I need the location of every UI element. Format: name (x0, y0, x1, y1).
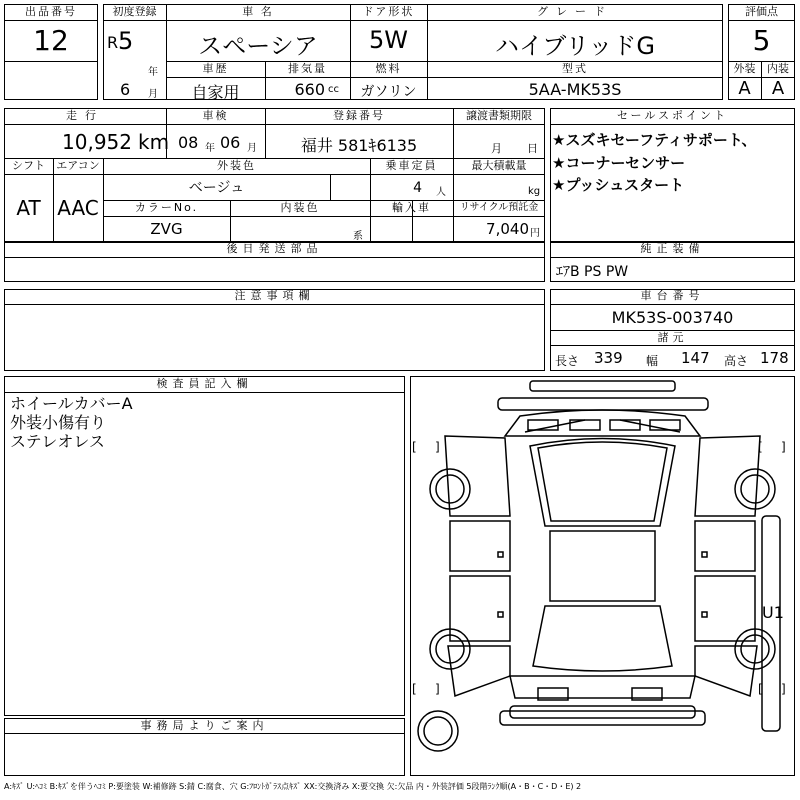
capacity-value: 4 (413, 180, 422, 196)
recycle-header: リサイクル預託金 (459, 202, 539, 213)
office-notice-header: 事務局よりご案内 (140, 719, 269, 732)
mileage-header: 走行 (66, 109, 104, 122)
genuine-equipment-value: ｴｱB PS PW (556, 264, 629, 280)
fuel-value: ガソリン (360, 84, 417, 100)
mileage-unit: km (138, 130, 170, 154)
sales-point-1: ★スズキセーフティサポート、 (552, 131, 757, 149)
era-value: R (107, 33, 119, 52)
displacement-unit: cc (328, 84, 339, 95)
diagram-bracket-left-top: [ (412, 440, 417, 454)
exterior-color-header: 外装色 (217, 159, 256, 172)
exterior-color-value: ベージュ (188, 180, 245, 196)
displacement-header: 排気量 (288, 62, 327, 75)
legend-text: A:ｷｽﾞ U:ﾍｺﾐ B:ｷｽﾞを伴うﾍｺﾐ P:要塗装 W:補修跡 S:錆 C:腐食、穴 G:ﾌﾛﾝﾄｶﾞﾗｽ点ｷｽﾞ XX:交換済み X:要交換 欠:欠品 内・外装評価 5段階ﾗﾝｸ順(A・B・C・D・E) 2 (4, 782, 582, 791)
diagram-bracket-right-bottom-r: ] (781, 682, 786, 696)
plate-value: 福井 581ｷ6135 (300, 136, 418, 155)
interior-color-header: 内装色 (280, 201, 320, 214)
capacity-header: 乗車定員 (385, 159, 438, 172)
inspector-note-1: ホイールカバーA (10, 394, 133, 413)
inspector-note-3: ステレオレス (10, 432, 105, 451)
diagram-bracket-left-bottom-r: [ (758, 682, 763, 696)
diagram-bracket-left-bottom: [ (412, 682, 417, 696)
model-header: 型式 (562, 62, 588, 75)
score-header: 評価点 (745, 5, 778, 18)
ac-value: AAC (57, 196, 99, 220)
inspection-month-unit: 月 (247, 143, 257, 154)
inspection-year: 08 (178, 133, 199, 152)
month-value: 6 (120, 80, 131, 99)
inspection-year-unit: 年 (205, 143, 215, 154)
capacity-unit: 人 (436, 187, 446, 198)
width-label: 幅 (646, 354, 659, 368)
lot-number-header: 出品番号 (25, 5, 77, 18)
car-outline-diagram (410, 376, 795, 776)
chassis-value: MK53S-003740 (611, 308, 734, 327)
shift-header: シフト (12, 159, 45, 172)
exterior-score-value: A (738, 78, 751, 99)
inspector-notes-header: 検査員記入欄 (156, 377, 253, 390)
lot-number-value: 12 (33, 24, 69, 57)
month-unit: 月 (148, 89, 158, 100)
fuel-header: 燃料 (375, 62, 402, 75)
transfer-deadline-header: 譲渡書類期限 (466, 109, 532, 122)
specs-header: 諸元 (657, 331, 688, 344)
transfer-month-unit: 月 (491, 142, 502, 155)
first-registration-header: 初度登録 (112, 5, 157, 18)
grade-value: ハイブリッドG (495, 32, 655, 60)
door-value: 5W (369, 26, 408, 54)
later-parts-header: 後日発送部品 (226, 242, 323, 255)
color-number-value: ZVG (150, 220, 183, 238)
color-number-header: カラーNo. (134, 201, 199, 214)
interior-score-header: 内装 (767, 62, 789, 75)
history-value: 自家用 (191, 83, 240, 102)
ac-header: エアコン (56, 159, 100, 172)
recycle-unit: 円 (530, 228, 540, 239)
sales-points-header: セールスポイント (616, 109, 728, 122)
inspection-month: 06 (220, 133, 241, 152)
car-name-value: スペーシア (198, 32, 318, 60)
height-label: 高さ (724, 354, 749, 368)
import-header: 輸入車 (392, 201, 431, 214)
length-label: 長さ (555, 354, 580, 368)
door-header: ドア形状 (362, 5, 415, 18)
sales-point-3: ★プッシュスタート (552, 176, 685, 194)
diagram-bracket-right-top: ] (435, 440, 440, 454)
damage-mark-u1: U1 (762, 603, 784, 622)
car-name-header: 車 名 (242, 5, 274, 18)
interior-color-unit: 系 (353, 231, 363, 242)
year-unit: 年 (148, 67, 158, 78)
interior-score-value: A (771, 78, 785, 99)
grade-header: グレード (537, 5, 613, 18)
genuine-equipment-header: 純正装備 (640, 242, 705, 255)
sales-point-2: ★コーナーセンサー (552, 154, 686, 172)
inspection-header: 車検 (202, 109, 229, 122)
diagram-bracket-left-top-r: [ (758, 440, 763, 454)
max-load-header: 最大積載量 (471, 159, 527, 172)
chassis-header: 車台番号 (640, 289, 705, 302)
history-header: 車歴 (202, 62, 229, 75)
year-value: 5 (118, 27, 134, 55)
length-value: 339 (594, 349, 623, 367)
plate-header: 登録番号 (333, 109, 385, 122)
shift-value: AT (16, 196, 41, 220)
inspector-note-2: 外装小傷有り (10, 413, 107, 432)
transfer-day-unit: 日 (527, 142, 538, 155)
max-load-unit: kg (528, 186, 541, 197)
height-value: 178 (760, 349, 789, 367)
diagram-bracket-right-bottom: ] (435, 682, 440, 696)
diagram-bracket-right-top-r: ] (781, 440, 786, 454)
model-value: 5AA-MK53S (528, 80, 622, 99)
score-value: 5 (752, 24, 771, 57)
exterior-score-header: 外装 (733, 62, 756, 75)
recycle-value: 7,040 (486, 220, 529, 238)
notes-header: 注意事項欄 (234, 289, 315, 302)
displacement-value: 660 (294, 80, 325, 99)
mileage-value: 10,952 (62, 130, 132, 154)
width-value: 147 (681, 349, 710, 367)
